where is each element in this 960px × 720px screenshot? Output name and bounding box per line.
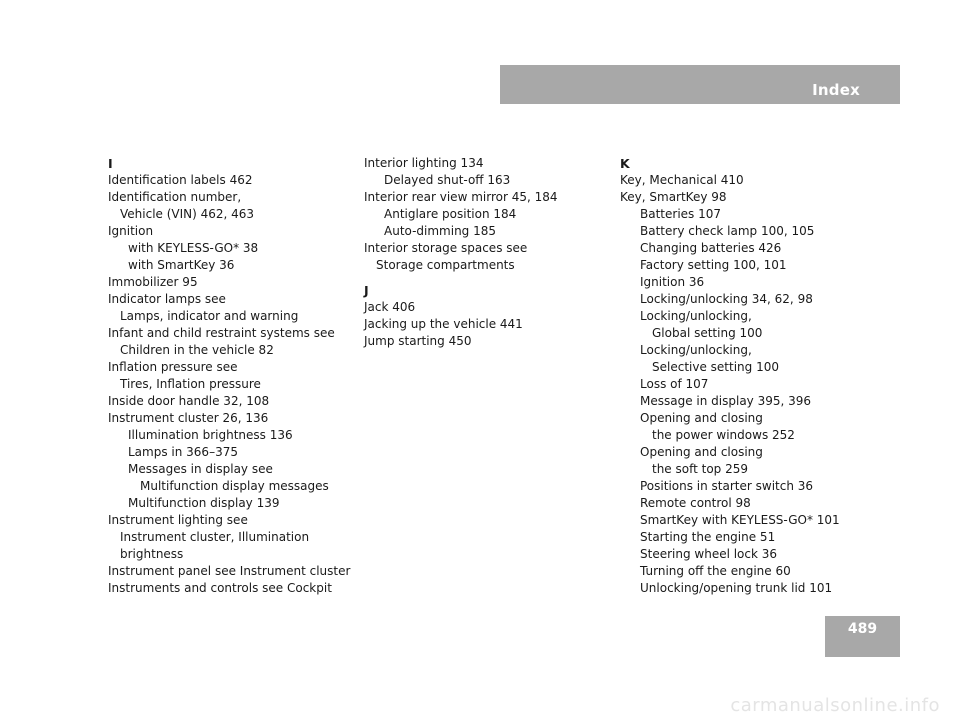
index-entry: Turning off the engine 60 (640, 564, 791, 578)
index-entry: Batteries 107 (640, 207, 721, 221)
index-entry: Lamps, indicator and warning (120, 309, 299, 323)
index-entry: Key, Mechanical 410 (620, 173, 744, 187)
index-entry: Indicator lamps see (108, 292, 226, 306)
index-entry: Immobilizer 95 (108, 275, 198, 289)
index-entry: Antiglare position 184 (384, 207, 517, 221)
index-entry: Instrument cluster 26, 136 (108, 411, 269, 425)
index-letter-heading: K (620, 156, 630, 171)
index-entry: Infant and child restraint systems see (108, 326, 335, 340)
index-entry: Instruments and controls see Cockpit (108, 581, 332, 595)
index-entry: the power windows 252 (652, 428, 795, 442)
index-entry: Vehicle (VIN) 462, 463 (120, 207, 255, 221)
index-entry: the soft top 259 (652, 462, 749, 476)
index-entry: Multifunction display 139 (128, 496, 280, 510)
index-entry: Inside door handle 32, 108 (108, 394, 270, 408)
index-entry: Auto-dimming 185 (384, 224, 497, 238)
index-entry: Interior rear view mirror 45, 184 (364, 190, 558, 204)
index-entry: Multifunction display messages (140, 479, 329, 493)
index-entry: Starting the engine 51 (640, 530, 776, 544)
index-entry: Tires, Inflation pressure (120, 377, 261, 391)
index-entry: Unlocking/opening trunk lid 101 (640, 581, 833, 595)
index-entry: with KEYLESS-GO* 38 (128, 241, 259, 255)
index-entry: Remote control 98 (640, 496, 751, 510)
watermark: carmanualsonline.info (730, 695, 940, 716)
index-entry: Factory setting 100, 101 (640, 258, 787, 272)
index-entry: Opening and closing (640, 411, 763, 425)
index-entry: Opening and closing (640, 445, 763, 459)
index-entry: Global setting 100 (652, 326, 763, 340)
index-entry: Interior storage spaces see (364, 241, 528, 255)
index-entry: Locking/unlocking, (640, 309, 752, 323)
header-bar (500, 65, 900, 104)
index-entry: Positions in starter switch 36 (640, 479, 814, 493)
index-entry: Jack 406 (364, 300, 416, 314)
index-entry: Locking/unlocking 34, 62, 98 (640, 292, 813, 306)
index-entry: Messages in display see (128, 462, 273, 476)
index-entry: Changing batteries 426 (640, 241, 782, 255)
index-entry: Inflation pressure see (108, 360, 238, 374)
index-letter-heading: I (108, 156, 113, 171)
index-entry: Ignition 36 (640, 275, 705, 289)
index-entry: Interior lighting 134 (364, 156, 484, 170)
index-entry: Storage compartments (376, 258, 515, 272)
page-number: 489 (847, 621, 878, 637)
index-entry: Steering wheel lock 36 (640, 547, 778, 561)
index-entry: Key, SmartKey 98 (620, 190, 727, 204)
index-entry: Locking/unlocking, (640, 343, 752, 357)
index-entry: Children in the vehicle 82 (120, 343, 274, 357)
index-entry: brightness (120, 547, 184, 561)
index-entry: Loss of 107 (640, 377, 709, 391)
index-letter-heading: J (364, 283, 369, 298)
index-entry: Battery check lamp 100, 105 (640, 224, 815, 238)
index-column-2 (364, 155, 614, 350)
index-entry: Identification number, (108, 190, 242, 204)
index-entry: Jump starting 450 (364, 334, 472, 348)
index-column-3 (620, 155, 870, 597)
index-entry: Lamps in 366–375 (128, 445, 238, 459)
index-entry: Message in display 395, 396 (640, 394, 812, 408)
index-entry: Illumination brightness 136 (128, 428, 293, 442)
index-entry: SmartKey with KEYLESS-GO* 101 (640, 513, 840, 527)
index-entry: Delayed shut-off 163 (384, 173, 511, 187)
index-entry: Instrument lighting see (108, 513, 248, 527)
index-entry: Jacking up the vehicle 441 (364, 317, 523, 331)
index-entry: Selective setting 100 (652, 360, 779, 374)
page-title: Index (812, 81, 860, 99)
index-entry: Ignition (108, 224, 154, 238)
index-entry: Instrument cluster, Illumination (120, 530, 310, 544)
index-column-1 (108, 155, 358, 597)
page-number-box (825, 616, 900, 657)
index-entry: Instrument panel see Instrument cluster (108, 564, 351, 578)
index-entry: with SmartKey 36 (128, 258, 235, 272)
index-entry: Identification labels 462 (108, 173, 253, 187)
